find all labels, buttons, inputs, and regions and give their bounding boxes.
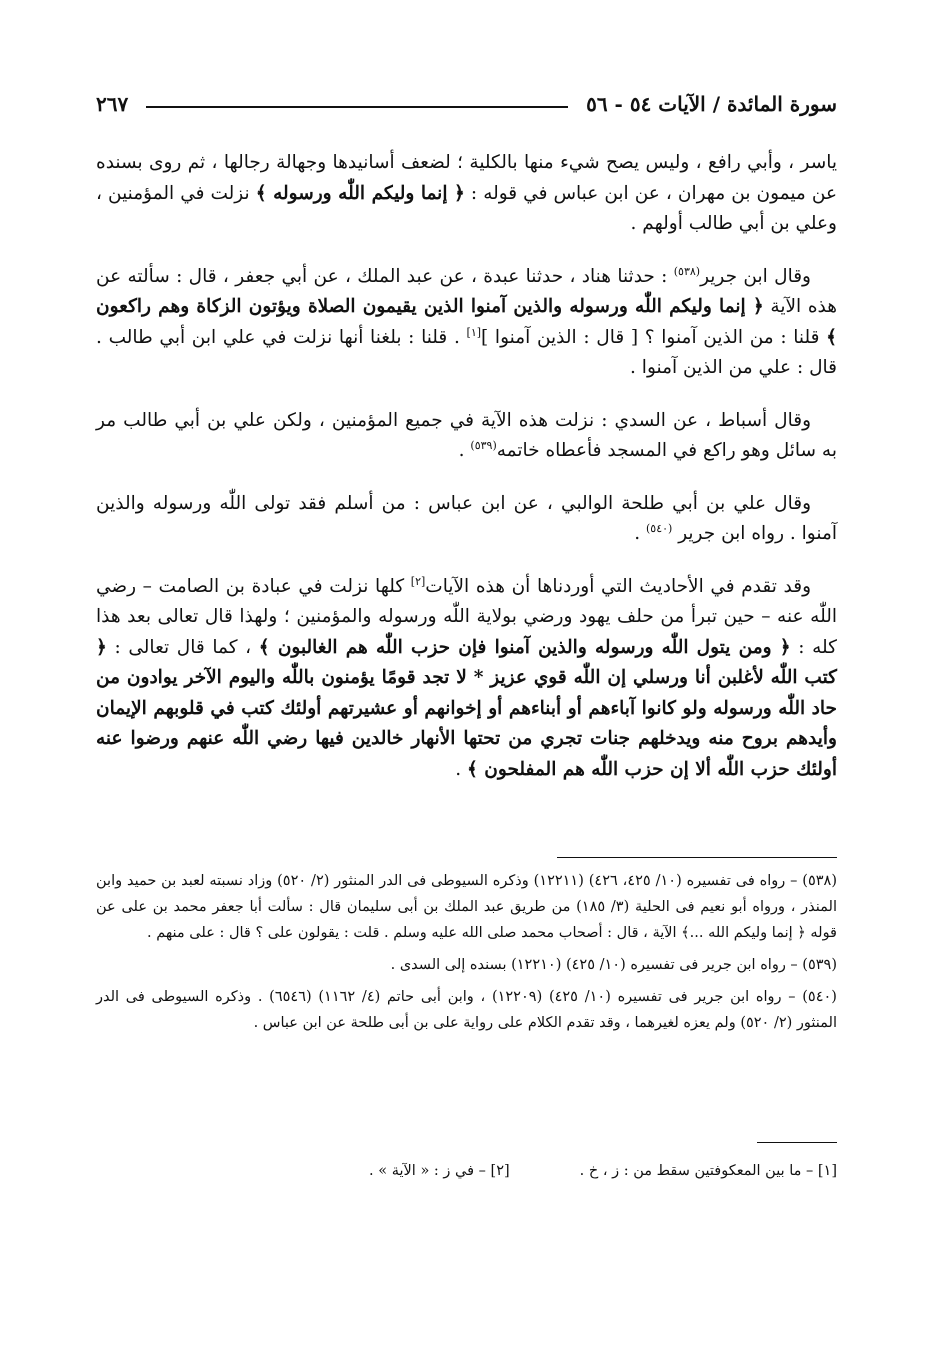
variant-ref[interactable]: [١] xyxy=(466,325,482,339)
footnote-540: (٥٤٠) – رواه ابن جرير فى تفسيره (١٠/ ٤٢٥) (١٢٢٠٩) ، وابن أبى حاتم (٤/ ١١٦٢) (٦٥٤٦) . وذكره السيوطى فى الدر المنثور (٢/ ٥٢٠) ولم يعزه لغيرهما ، وقد تقدم الكلام على رواية على بن أبى طلحة عن ابن عباس . xyxy=(96,989,837,1031)
paragraph-1 xyxy=(96,148,837,240)
paragraph-3 xyxy=(96,406,837,467)
page-header xyxy=(96,88,837,120)
footnote-ref[interactable]: (٥٤٠) xyxy=(645,521,673,535)
text-run: . xyxy=(455,758,468,780)
text-run: قلنا : من الذين آمنوا ؟ [ قال : الذين آمنوا ] xyxy=(481,326,827,348)
manuscript-variants xyxy=(96,1158,837,1184)
variant-ref[interactable]: [٢] xyxy=(410,574,426,588)
quran-verse: ﴿ ومن يتول اللّٰه ورسوله والذين آمنوا فإن حزب اللّٰه هم الغالبون ﴾ xyxy=(258,636,791,658)
text-run: كلها نزلت في عبادة بن الصامت – رضي اللّٰه عنه – حين تبرأ من حلف يهود ورضي بولاية اللّٰه ورسوله والمؤمنين ؛ ولهذا قال تعالى بعد هذا كله : xyxy=(96,575,837,658)
quran-verse: ﴿ كتب اللّٰه لأغلبن أنا ورسلي إن اللّٰه قوي عزيز * لا تجد قومًا يؤمنون باللّٰه واليوم الآخر يوادون من حاد اللّٰه ورسوله ولو كانوا آباءهم أو أبناءهم أو إخوانهم أو عشيرتهم أولئك كتب في قلوبهم الإيمان وأيدهم بروح منه ويدخلهم جنات تجري من تحتها الأنهار خالدين فيها رضي اللّٰه عنهم ورضوا عنه أولئك حزب اللّٰه ألا إن حزب اللّٰه هم المفلحون ﴾ xyxy=(96,636,837,780)
paragraph-2 xyxy=(96,262,837,384)
text-run: وقال أسباط ، عن السدي : نزلت هذه الآية في جميع المؤمنين ، ولكن علي بن أبي طالب مر به سائل وهو راكع في المسجد فأعطاه خاتمه xyxy=(96,409,837,461)
quran-verse: ﴿ إنما وليكم اللّٰه ورسوله والذين آمنوا الذين يقيمون الصلاة ويؤتون الزكاة وهم راكعون ﴾ xyxy=(96,296,837,348)
text-run: وقال علي بن أبي طلحة الوالبي ، عن ابن عباس : من أسلم فقد تولى اللّٰه ورسوله والذين آمنوا . رواه ابن جرير xyxy=(96,492,837,544)
text-run: . xyxy=(458,440,471,461)
header-rule xyxy=(146,106,568,108)
variants-divider xyxy=(757,1142,837,1143)
text-run: . قلنا : بلغنا أنها نزلت في علي ابن أبي طالب . قال : علي من الذين آمنوا . xyxy=(96,326,837,378)
footnotes xyxy=(96,868,837,1042)
paragraph-4 xyxy=(96,489,837,550)
running-title: سورة المائدة / الآيات ٥٤ - ٥٦ xyxy=(586,92,837,116)
variant-note-2: [٢] – في ز : « الآية » . xyxy=(369,1163,510,1179)
footnote-539: (٥٣٩) – رواه ابن جرير فى تفسيره (١٠/ ٤٢٥) (١٢٢١٠) بسنده إلى السدى . xyxy=(390,957,837,973)
footnote-ref[interactable]: (٥٣٨) xyxy=(673,264,701,278)
quran-verse: ﴿ إنما وليكم اللّٰه ورسوله ﴾ xyxy=(255,182,465,204)
text-run: : حدثنا هناد ، حدثنا عبدة ، عن عبد الملك ، عن أبي جعفر ، قال : سألته عن هذه الآية xyxy=(96,265,837,317)
footnote-divider xyxy=(557,857,837,858)
footnote-ref[interactable]: (٥٣٩) xyxy=(470,438,497,452)
text-run: ، كما قال تعالى : xyxy=(106,636,259,658)
text-run: نزلت في المؤمنين ، وعلي بن أبي طالب أولهم . xyxy=(96,182,837,234)
footnote-538: (٥٣٨) – رواه فى تفسيره (١٠/ ٤٢٥، ٤٢٦) (١٢٢١١) وذكره السيوطى فى الدر المنثور (٢/ ٥٢٠) وزاد نسبته لعبد بن حميد وابن المنذر ، ورواه أبو نعيم فى الحلية (٣/ ١٨٥) من طريق عبد الملك بن أبى سليمان قال : سألت أبا جعفر محمد بن على عن قوله ﴿ إنما وليكم الله ...﴾ الآية ، قال : أصحاب محمد صلى الله عليه وسلم . قلت : يقولون على ؟ قال : على منهم . xyxy=(96,873,837,941)
text-run: وقد تقدم في الأحاديث التي أوردناها أن هذه الآيات xyxy=(425,575,812,597)
text-run: وقال ابن جرير xyxy=(700,265,811,287)
text-run: . xyxy=(634,523,646,544)
page-number: ٢٦٧ xyxy=(96,92,129,116)
main-text xyxy=(96,148,837,807)
text-run: ياسر ، وأبي رافع ، وليس يصح شيء منها بالكلية ؛ لضعف أسانيدها وجهالة رجالها ، ثم روى بسنده عن ميمون بن مهران ، عن ابن عباس في قوله : xyxy=(96,152,837,204)
paragraph-5 xyxy=(96,572,837,786)
variant-note-1: [١] – ما بين المعكوفتين سقط من : ز ، خ . xyxy=(579,1163,837,1179)
